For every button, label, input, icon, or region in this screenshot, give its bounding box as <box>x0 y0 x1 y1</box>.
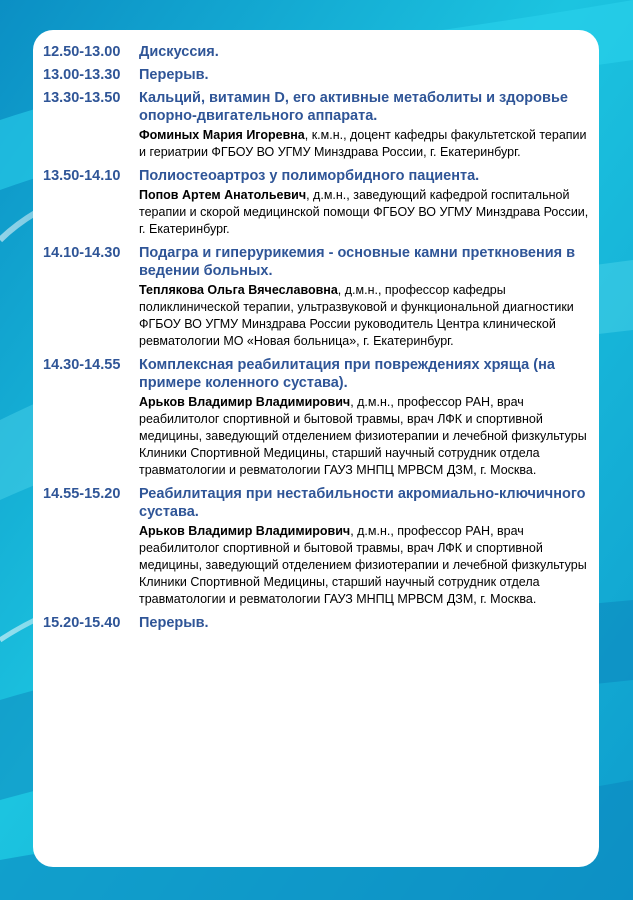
item-time: 14.55-15.20 <box>43 486 121 502</box>
program-item <box>43 66 591 84</box>
program-item <box>43 89 591 161</box>
item-title: Комплексная реабилитация при повреждениях хряща (на примере коленного сустава). <box>139 357 555 391</box>
item-time: 14.30-14.55 <box>43 357 121 373</box>
program-item <box>43 43 591 61</box>
item-content <box>139 167 591 238</box>
item-title: Реабилитация при нестабильности акромиально-ключичного сустава. <box>139 486 586 520</box>
speaker-name: Арьков Владимир Владимирович <box>139 395 351 409</box>
item-title: Кальций, витамин D, его активные метаболиты и здоровье опорно-двигательного аппарата. <box>139 90 568 124</box>
speaker-name: Фоминых Мария Игоревна <box>139 128 305 142</box>
speaker-info <box>139 127 591 161</box>
item-content <box>139 356 591 479</box>
item-content <box>139 89 591 161</box>
program-item <box>43 244 591 350</box>
speaker-info <box>139 394 591 479</box>
speaker-details: , д.м.н., профессор РАН, врач реабилитолог спортивной и бытовой травмы, врач ЛФК и спортивной медицины, заведующий отделением физиотерапии и лечебной физкультуры Клиники Спортивной Медицины, старший научный сотрудник отдела травматологии и ревматологии ГАУЗ МНПЦ МРВСМ ДЗМ, г. Москва. <box>139 395 587 477</box>
item-content <box>139 614 591 632</box>
item-time: 15.20-15.40 <box>43 615 121 631</box>
speaker-info <box>139 523 591 608</box>
item-time: 14.10-14.30 <box>43 245 121 261</box>
program-item <box>43 356 591 479</box>
speaker-info <box>139 187 591 238</box>
speaker-details: , д.м.н., профессор кафедры поликлинической терапии, ультразвуковой и функциональной диагностики ФГБОУ ВО УГМУ Минздрава России руководитель Центра клинической ревматологии МО «Новая больница», г. Екатеринбург. <box>139 283 574 348</box>
speaker-name: Попов Артем Анатольевич <box>139 188 307 202</box>
item-title: Подагра и гиперурикемия - основные камни преткновения в ведении больных. <box>139 245 576 279</box>
item-time: 13.50-14.10 <box>43 168 121 184</box>
item-time: 13.00-13.30 <box>43 67 121 83</box>
program-item <box>43 614 591 632</box>
item-content <box>139 244 591 350</box>
item-content <box>139 43 591 61</box>
item-content <box>139 66 591 84</box>
speaker-info <box>139 282 591 350</box>
speaker-details: , д.м.н., заведующий кафедрой госпитальной терапии и скорой медицинской помощи ФГБОУ ВО УГМУ Минздрава России, г. Екатеринбург. <box>139 188 589 236</box>
item-title: Полиостеоартроз у полиморбидного пациента. <box>139 168 480 184</box>
speaker-details: , к.м.н., доцент кафедры факультетской терапии и гериатрии ФГБОУ ВО УГМУ Минздрава России, г. Екатеринбург. <box>139 128 587 159</box>
item-time: 12.50-13.00 <box>43 44 121 60</box>
item-title: Дискуссия. <box>139 44 219 60</box>
item-title: Перерыв. <box>139 615 209 631</box>
item-time: 13.30-13.50 <box>43 90 121 106</box>
program-card <box>33 30 599 867</box>
item-title: Перерыв. <box>139 67 209 83</box>
speaker-name: Арьков Владимир Владимирович <box>139 524 351 538</box>
program-item <box>43 485 591 608</box>
speaker-name: Теплякова Ольга Вячеславовна <box>139 283 338 297</box>
speaker-details: , д.м.н., профессор РАН, врач реабилитолог спортивной и бытовой травмы, врач ЛФК и спортивной медицины, заведующий отделением физиотерапии и лечебной физкультуры Клиники Спортивной Медицины, старший научный сотрудник отдела травматологии и ревматологии ГАУЗ МНПЦ МРВСМ ДЗМ, г. Москва. <box>139 524 587 606</box>
program-item <box>43 167 591 238</box>
item-content <box>139 485 591 608</box>
